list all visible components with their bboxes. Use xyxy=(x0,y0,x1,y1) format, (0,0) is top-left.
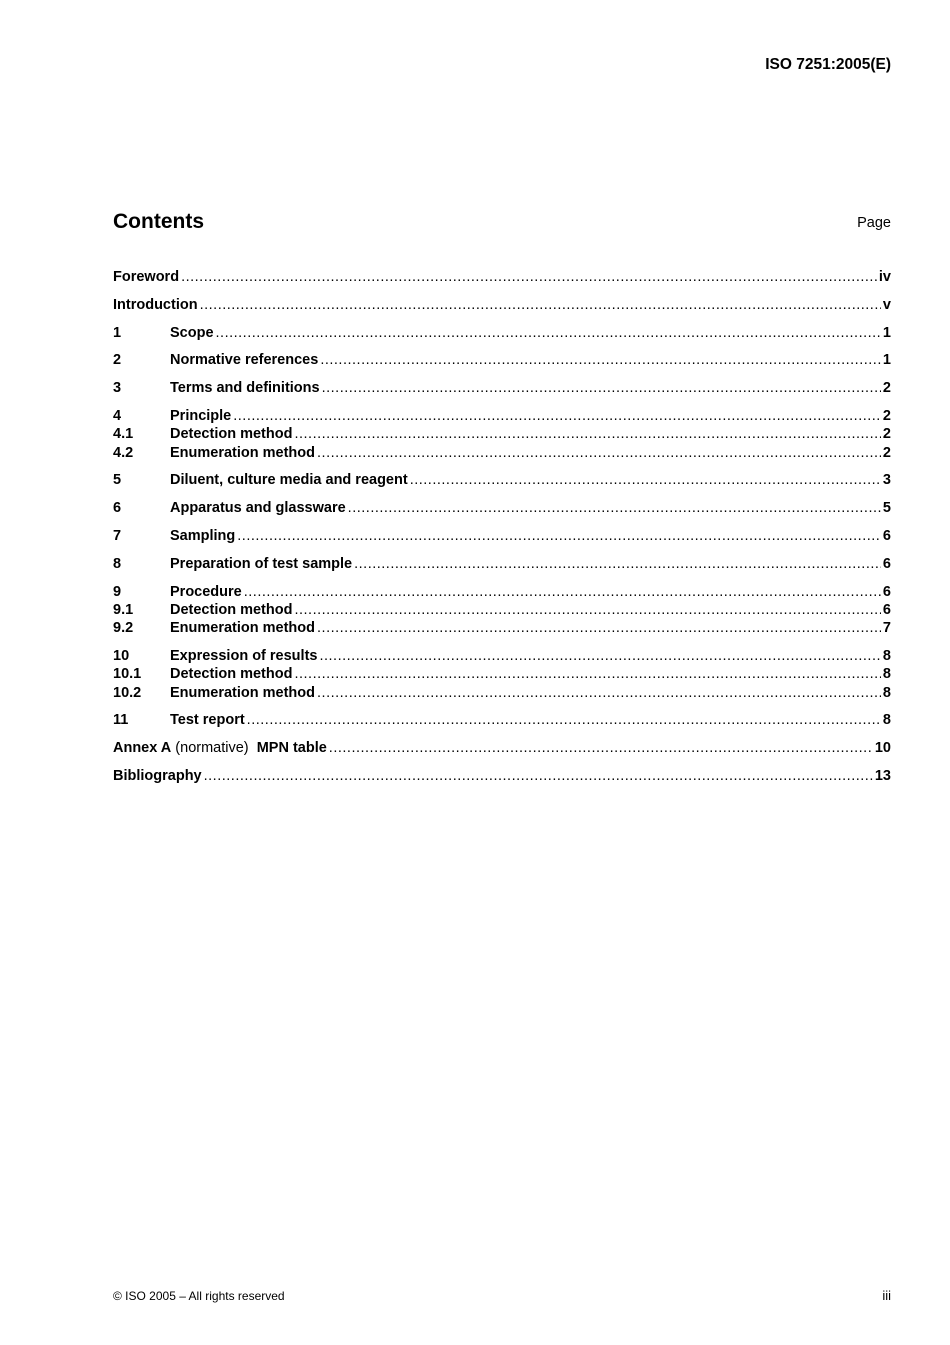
toc-entry-title: Test report xyxy=(170,712,245,729)
toc-entry-number: 10 xyxy=(113,647,130,664)
toc-entry[interactable] xyxy=(113,379,891,397)
toc-entry-page: 8 xyxy=(882,712,891,729)
toc-entry-title: Enumeration method xyxy=(170,620,316,637)
toc-entry[interactable] xyxy=(113,407,891,425)
toc-entry-number: 10.2 xyxy=(113,684,142,701)
toc-entry-number: 7 xyxy=(113,527,122,544)
toc-entry-page: v xyxy=(882,296,891,313)
toc-entry-page: 10 xyxy=(874,740,891,757)
toc-dot-leader xyxy=(319,647,880,665)
toc-entry-title: Detection method xyxy=(170,426,293,443)
toc-entry-number: 3 xyxy=(113,380,122,397)
toc-dot-leader xyxy=(348,499,881,517)
toc-entry-title: Terms and definitions xyxy=(170,380,320,397)
toc-dot-leader xyxy=(247,711,881,729)
toc-entry[interactable] xyxy=(113,619,891,637)
document-id: ISO 7251:2005(E) xyxy=(765,56,891,73)
toc-dot-leader xyxy=(244,583,881,601)
toc-entry[interactable] xyxy=(113,601,891,619)
toc-dot-leader xyxy=(216,324,881,342)
toc-entry-number: 4 xyxy=(113,407,122,424)
toc-entry-page: 5 xyxy=(882,500,891,517)
toc-dot-leader xyxy=(181,268,877,286)
toc-dot-leader xyxy=(237,527,881,545)
toc-entry[interactable] xyxy=(113,527,891,545)
toc-entry-title: Diluent, culture media and reagent xyxy=(170,472,408,489)
toc-entry-title: Detection method xyxy=(170,666,293,683)
toc-entry-title: Sampling xyxy=(170,527,236,544)
toc-entry-page: iv xyxy=(878,269,891,285)
toc-dot-leader xyxy=(329,739,873,757)
toc-entry-number: 9.1 xyxy=(113,601,134,618)
toc-entry[interactable] xyxy=(113,425,891,443)
toc-entry-page: 8 xyxy=(882,647,891,664)
toc-entry-title: Detection method xyxy=(170,601,293,618)
toc-entry[interactable] xyxy=(113,471,891,489)
toc-entry-page: 3 xyxy=(882,472,891,489)
toc-dot-leader xyxy=(410,471,881,489)
toc-dot-leader xyxy=(204,767,873,785)
toc-dot-leader xyxy=(317,619,881,637)
toc-entry-number: 9 xyxy=(113,583,122,600)
toc-entry-number: 8 xyxy=(113,555,122,572)
toc-entry-page: 2 xyxy=(882,407,891,424)
toc-entry-title: Enumeration method xyxy=(170,684,316,701)
toc-dot-leader xyxy=(294,601,880,619)
toc-entry-page: 6 xyxy=(882,583,891,600)
toc-entry-title: Normative references xyxy=(170,352,319,369)
contents-heading: Contents xyxy=(113,210,204,233)
toc-entry-title: Foreword xyxy=(113,269,180,285)
toc-entry-title: Enumeration method xyxy=(170,444,316,461)
toc-dot-leader xyxy=(354,555,881,573)
toc-entry-page: 1 xyxy=(882,352,891,369)
toc-entry[interactable] xyxy=(113,647,891,665)
toc-entry-title: Bibliography xyxy=(113,767,202,784)
page-column-label: Page xyxy=(857,215,891,231)
toc-entry-title: Annex A (normative) MPN table xyxy=(113,740,327,757)
toc-entry[interactable] xyxy=(113,739,891,757)
toc-entry-title: Introduction xyxy=(113,296,198,313)
toc-entry[interactable] xyxy=(113,444,891,462)
toc-entry-page: 2 xyxy=(882,380,891,397)
toc-entry-title: Apparatus and glassware xyxy=(170,500,346,517)
toc-entry[interactable] xyxy=(113,555,891,573)
toc-entry-page: 6 xyxy=(882,601,891,618)
toc-entry-page: 6 xyxy=(882,527,891,544)
toc-entry-number: 2 xyxy=(113,352,122,369)
toc-entry-page: 1 xyxy=(882,324,891,341)
footer-copyright: © ISO 2005 – All rights reserved xyxy=(113,1289,285,1303)
toc-entry-page: 2 xyxy=(882,426,891,443)
toc-dot-leader xyxy=(294,425,880,443)
toc-entry-number: 1 xyxy=(113,324,122,341)
toc-entry[interactable] xyxy=(113,499,891,517)
toc-entry[interactable] xyxy=(113,324,891,342)
toc-entry-title: Scope xyxy=(170,324,214,341)
toc-entry-page: 8 xyxy=(882,684,891,701)
toc-dot-leader xyxy=(294,665,880,683)
toc-entry[interactable] xyxy=(113,711,891,729)
toc-entry-title: Procedure xyxy=(170,583,242,600)
toc-entry-number: 5 xyxy=(113,472,122,489)
toc-entry-page: 8 xyxy=(882,666,891,683)
toc-entry[interactable] xyxy=(113,351,891,369)
toc-entry-title: Preparation of test sample xyxy=(170,555,353,572)
toc-entry-page: 2 xyxy=(882,444,891,461)
toc-entry-number: 9.2 xyxy=(113,620,134,637)
toc-entry[interactable] xyxy=(113,684,891,702)
toc-entry[interactable] xyxy=(113,296,891,314)
toc-entry-number: 4.1 xyxy=(113,426,134,443)
toc-entry-title: Expression of results xyxy=(170,647,318,664)
toc-dot-leader xyxy=(233,407,881,425)
toc-entry-number: 6 xyxy=(113,500,122,517)
toc-entry[interactable] xyxy=(113,583,891,601)
toc-entry-page: 6 xyxy=(882,555,891,572)
toc-dot-leader xyxy=(317,444,881,462)
toc-entry-page: 7 xyxy=(882,620,891,637)
toc-dot-leader xyxy=(320,351,881,369)
toc-entry[interactable] xyxy=(113,665,891,683)
toc-entry-page: 13 xyxy=(874,767,891,784)
toc-entry-number: 11 xyxy=(113,712,129,729)
toc-entry[interactable] xyxy=(113,268,891,286)
toc-dot-leader xyxy=(200,296,881,314)
toc-dot-leader xyxy=(317,684,881,702)
toc-dot-leader xyxy=(322,379,881,397)
footer-page-number: iii xyxy=(882,1288,891,1303)
table-of-contents xyxy=(113,268,891,785)
toc-entry-title: Principle xyxy=(170,407,232,424)
toc-entry[interactable] xyxy=(113,767,891,785)
toc-entry-number: 4.2 xyxy=(113,444,134,461)
toc-entry-number: 10.1 xyxy=(113,666,142,683)
